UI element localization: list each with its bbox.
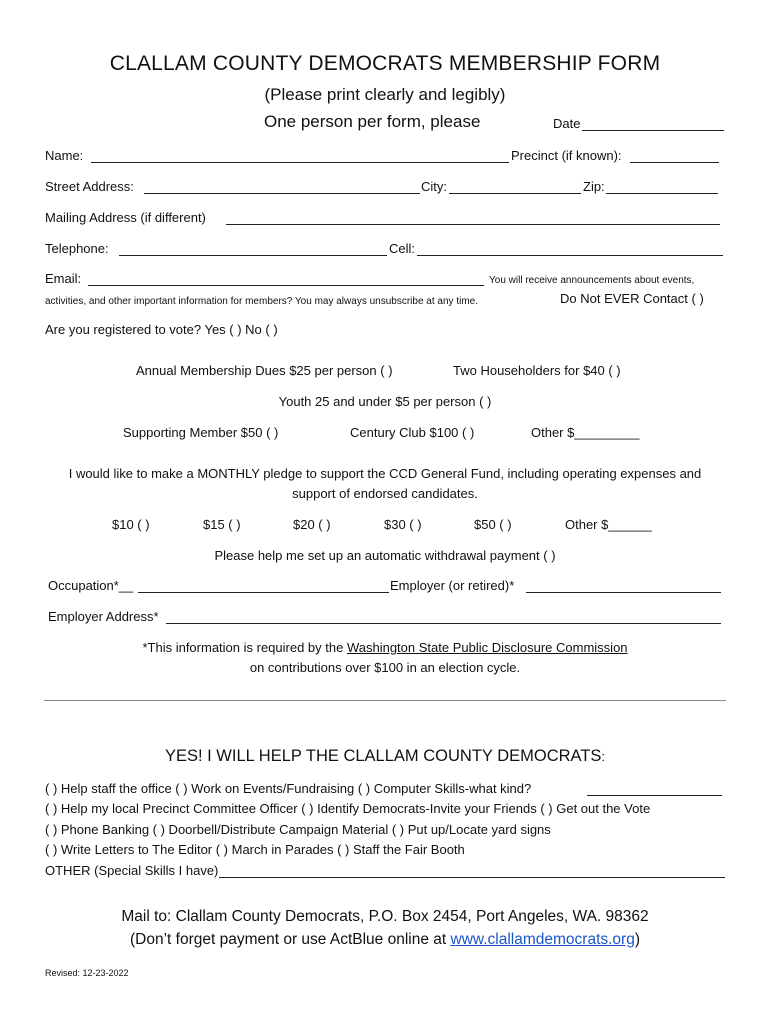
volunteer-heading-text: YES! I WILL HELP THE CLALLAM COUNTY DEMOCRATS <box>164 747 602 765</box>
monthly-pledge-text: I would like to make a MONTHLY pledge to support the CCD General Fund, including operating expenses and <box>68 466 702 481</box>
pledge-other-option[interactable]: Other $______ <box>565 517 652 532</box>
occupation-field[interactable] <box>138 592 389 593</box>
annual-dues-option[interactable]: Annual Membership Dues $25 per person ( ) <box>136 363 393 378</box>
one-person-note: One person per form, please <box>264 112 481 131</box>
name-label: Name: <box>45 148 84 163</box>
other-skills-field[interactable] <box>219 877 725 878</box>
two-householders-option[interactable]: Two Householders for $40 ( ) <box>453 363 621 378</box>
disclosure-note-continued: on contributions over $100 in an election cycle. <box>249 660 521 675</box>
employer-address-field[interactable] <box>166 623 721 624</box>
website-link[interactable]: www.clallamdemocrats.org <box>450 931 635 948</box>
other-skills-label: OTHER (Special Skills I have) <box>45 863 219 878</box>
volunteer-options-line-2[interactable]: ( ) Help my local Precinct Committee Officer ( ) Identify Democrats-Invite your Friends ( ) Get out the Vote <box>45 801 651 816</box>
mailing-address: Mail to: Clallam County Democrats, P.O. Box 2454, Port Angeles, WA. 98362 <box>121 908 649 925</box>
occupation-label: Occupation*__ <box>48 578 134 593</box>
pledge-30-option[interactable]: $30 ( ) <box>384 517 422 532</box>
volunteer-options-line-1[interactable]: ( ) Help staff the office ( ) Work on Events/Fundraising ( ) Computer Skills-what kind? <box>45 781 532 796</box>
volunteer-options-line-4[interactable]: ( ) Write Letters to The Editor ( ) March in Parades ( ) Staff the Fair Booth <box>45 842 465 857</box>
email-label: Email: <box>45 271 82 286</box>
other-dues-option[interactable]: Other $_________ <box>531 425 640 440</box>
volunteer-options-line-3[interactable]: ( ) Phone Banking ( ) Doorbell/Distribute Campaign Material ( ) Put up/Locate yard signs <box>45 822 551 837</box>
registered-to-vote[interactable]: Are you registered to vote? Yes ( ) No ( ) <box>45 322 278 337</box>
email-note: You will receive announcements about events, <box>489 275 695 286</box>
email-note-continued: activities, and other important information for members? You may always unsubscribe at any time. <box>45 296 478 307</box>
telephone-label: Telephone: <box>45 241 109 256</box>
volunteer-heading <box>0 745 770 768</box>
street-label: Street Address: <box>45 179 134 194</box>
automatic-withdrawal-option[interactable]: Please help me set up an automatic withdrawal payment ( ) <box>214 548 556 563</box>
pledge-50-option[interactable]: $50 ( ) <box>474 517 512 532</box>
supporting-member-option[interactable]: Supporting Member $50 ( ) <box>123 425 279 440</box>
street-field[interactable] <box>144 193 420 194</box>
monthly-pledge-text-continued: support of endorsed candidates. <box>292 486 478 501</box>
cell-label: Cell: <box>389 241 416 256</box>
cell-field[interactable] <box>417 255 723 256</box>
mailing-label: Mailing Address (if different) <box>45 210 206 225</box>
city-field[interactable] <box>449 193 581 194</box>
employer-field[interactable] <box>526 592 721 593</box>
volunteer-heading-colon: : <box>601 749 606 764</box>
payment-reminder-text: (Don’t forget payment or use ActBlue online at <box>129 931 451 948</box>
computer-skills-field[interactable] <box>587 795 722 796</box>
pledge-15-option[interactable]: $15 ( ) <box>203 517 241 532</box>
pdc-link[interactable]: Washington State Public Disclosure Commission <box>346 640 628 655</box>
payment-reminder <box>0 930 770 950</box>
disclosure-note <box>0 640 770 656</box>
precinct-label: Precinct (if known): <box>511 148 622 163</box>
payment-reminder-close: ) <box>634 931 641 948</box>
email-field[interactable] <box>88 285 484 286</box>
zip-field[interactable] <box>606 193 718 194</box>
city-label: City: <box>421 179 447 194</box>
zip-label: Zip: <box>583 179 605 194</box>
youth-option[interactable]: Youth 25 and under $5 per person ( ) <box>278 394 492 409</box>
employer-label: Employer (or retired)* <box>390 578 515 593</box>
telephone-field[interactable] <box>119 255 387 256</box>
pledge-20-option[interactable]: $20 ( ) <box>293 517 331 532</box>
employer-address-label: Employer Address* <box>48 609 159 624</box>
section-divider <box>44 700 726 701</box>
date-label: Date <box>553 116 581 131</box>
mailing-field[interactable] <box>226 224 720 225</box>
form-title: CLALLAM COUNTY DEMOCRATS MEMBERSHIP FORM <box>109 52 661 75</box>
print-clearly-note: (Please print clearly and legibly) <box>264 85 506 104</box>
revised-date: Revised: 12-23-2022 <box>45 968 129 978</box>
disclosure-note-text: *This information is required by the <box>142 640 347 655</box>
pledge-10-option[interactable]: $10 ( ) <box>112 517 150 532</box>
precinct-field[interactable] <box>630 162 719 163</box>
century-club-option[interactable]: Century Club $100 ( ) <box>350 425 475 440</box>
date-field[interactable] <box>582 130 724 131</box>
name-field[interactable] <box>91 162 509 163</box>
do-not-contact-checkbox[interactable]: Do Not EVER Contact ( ) <box>560 291 704 306</box>
